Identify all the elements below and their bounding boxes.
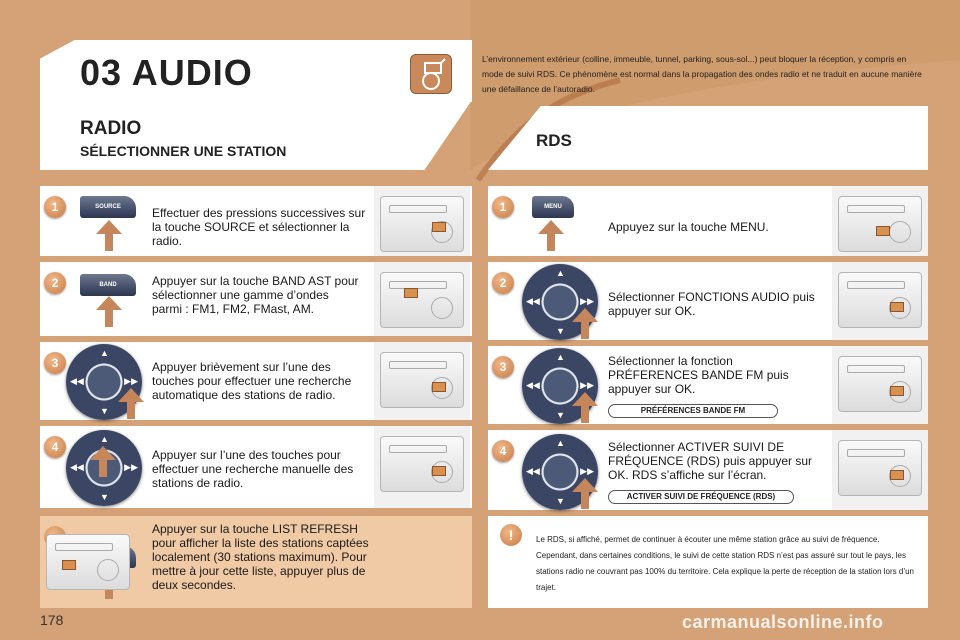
- display-label-pill: PRÉFÉRENCES BANDE FM: [608, 404, 778, 418]
- audio-icon: [410, 54, 452, 94]
- source-key-icon: SOURCE: [80, 196, 136, 218]
- navigation-pad-icon: ▲ ▼ ◀◀ ▶▶: [522, 264, 598, 340]
- radio-illustration: [832, 346, 928, 424]
- step-number: 2: [44, 272, 66, 294]
- navigation-pad-icon: ▲ ▼ ◀◀ ▶▶: [66, 430, 142, 506]
- intro-text: L’environnement extérieur (colline, immeuble, tunnel, parking, sous-sol...) peut bloquer la réception, y compris en mode de suivi RDS. Ce phénomène est normal dans la propagation des ondes radio et ne traduit en aucune manière une défaillance de l’autoradio.: [482, 54, 922, 94]
- press-arrow-icon: [102, 296, 116, 326]
- left-step-3: [40, 342, 472, 420]
- right-step-3: [488, 346, 928, 424]
- left-tip-box: [40, 516, 472, 608]
- menu-key-icon: MENU: [532, 196, 574, 218]
- warning-icon: !: [500, 524, 522, 546]
- step-text: Appuyer brièvement sur l’une des touches pour effectuer une recherche automatique des stations de radio.: [152, 360, 352, 402]
- step-text: Sélectionner FONCTIONS AUDIO puis appuyer sur OK.: [608, 290, 815, 318]
- step-number: 2: [492, 272, 514, 294]
- navigation-pad-icon: ▲ ▼ ◀◀ ▶▶: [66, 344, 142, 420]
- left-step-4: [40, 426, 472, 508]
- step-text: Appuyez sur la touche MENU.: [608, 220, 769, 234]
- press-arrow-icon: [544, 220, 558, 250]
- step-number: 4: [44, 436, 66, 458]
- step-text: Appuyer sur l’une des touches pour effectuer une recherche manuelle des stations de radio.: [152, 448, 354, 490]
- step-text: Effectuer des pressions successives sur la touche SOURCE et sélectionner la radio.: [152, 206, 366, 248]
- page-number: 178: [40, 612, 64, 628]
- right-step-1: [488, 186, 928, 256]
- press-arrow-icon: [102, 220, 116, 250]
- display-label-pill: ACTIVER SUIVI DE FRÉQUENCE (RDS): [608, 490, 794, 504]
- section-heading-rds: RDS: [536, 131, 572, 150]
- step-number: 3: [492, 356, 514, 378]
- navigation-pad-icon: ▲ ▼ ◀◀ ▶▶: [522, 434, 598, 510]
- right-step-4: [488, 430, 928, 510]
- step-number: 3: [44, 352, 66, 374]
- radio-illustration: [374, 186, 470, 256]
- section-heading-radio: RADIO: [80, 118, 142, 139]
- page-title: 03 AUDIO: [80, 52, 253, 93]
- radio-illustration: [832, 430, 928, 510]
- watermark: carmanualsonline.info: [682, 612, 884, 632]
- radio-illustration: [832, 186, 928, 256]
- press-arrow-icon: [96, 446, 110, 476]
- tip-text: Appuyer sur la touche LIST REFRESH pour afficher la liste des stations captées localement (30 stations maximum). Pour mettre à jour cette liste, appuyer plus de deux secondes.: [152, 522, 369, 592]
- step-number: 1: [492, 196, 514, 218]
- note-text: Le RDS, si affiché, permet de continuer à écouter une même station grâce au suivi de fréquence. Cependant, dans certaines conditions, le suivi de cette station RDS n’est pas assuré sur tout le pays, les stations radio ne couvrant pas 100% du territoire. Cela explique la perte de réception de la station lors d’un trajet.: [536, 535, 915, 592]
- section-subheading: SÉLECTIONNER UNE STATION: [80, 143, 287, 159]
- band-key-icon: BAND: [80, 274, 136, 296]
- rds-note-box: [488, 516, 928, 608]
- radio-illustration: [374, 342, 470, 420]
- press-arrow-icon: [124, 388, 138, 418]
- radio-illustration: [832, 262, 928, 340]
- press-arrow-icon: [578, 308, 592, 338]
- radio-illustration: [374, 262, 470, 336]
- radio-illustration: [374, 426, 470, 508]
- left-step-1: [40, 186, 472, 256]
- step-number: 1: [44, 196, 66, 218]
- press-arrow-icon: [578, 478, 592, 508]
- step-number: 4: [492, 440, 514, 462]
- press-arrow-icon: [578, 392, 592, 422]
- right-step-2: [488, 262, 928, 340]
- step-text: Sélectionner la fonction PRÉFERENCES BANDE FM puis appuyer sur OK.: [608, 354, 789, 396]
- left-step-2: [40, 262, 472, 336]
- step-text: Sélectionner ACTIVER SUIVI DE FRÉQUENCE (RDS) puis appuyer sur OK. RDS s’affiche sur l’écran.: [608, 440, 813, 482]
- step-text: Appuyer sur la touche BAND AST pour sélectionner une gamme d’ondes parmi : FM1, FM2, FMast, AM.: [152, 274, 359, 316]
- navigation-pad-icon: ▲ ▼ ◀◀ ▶▶: [522, 348, 598, 424]
